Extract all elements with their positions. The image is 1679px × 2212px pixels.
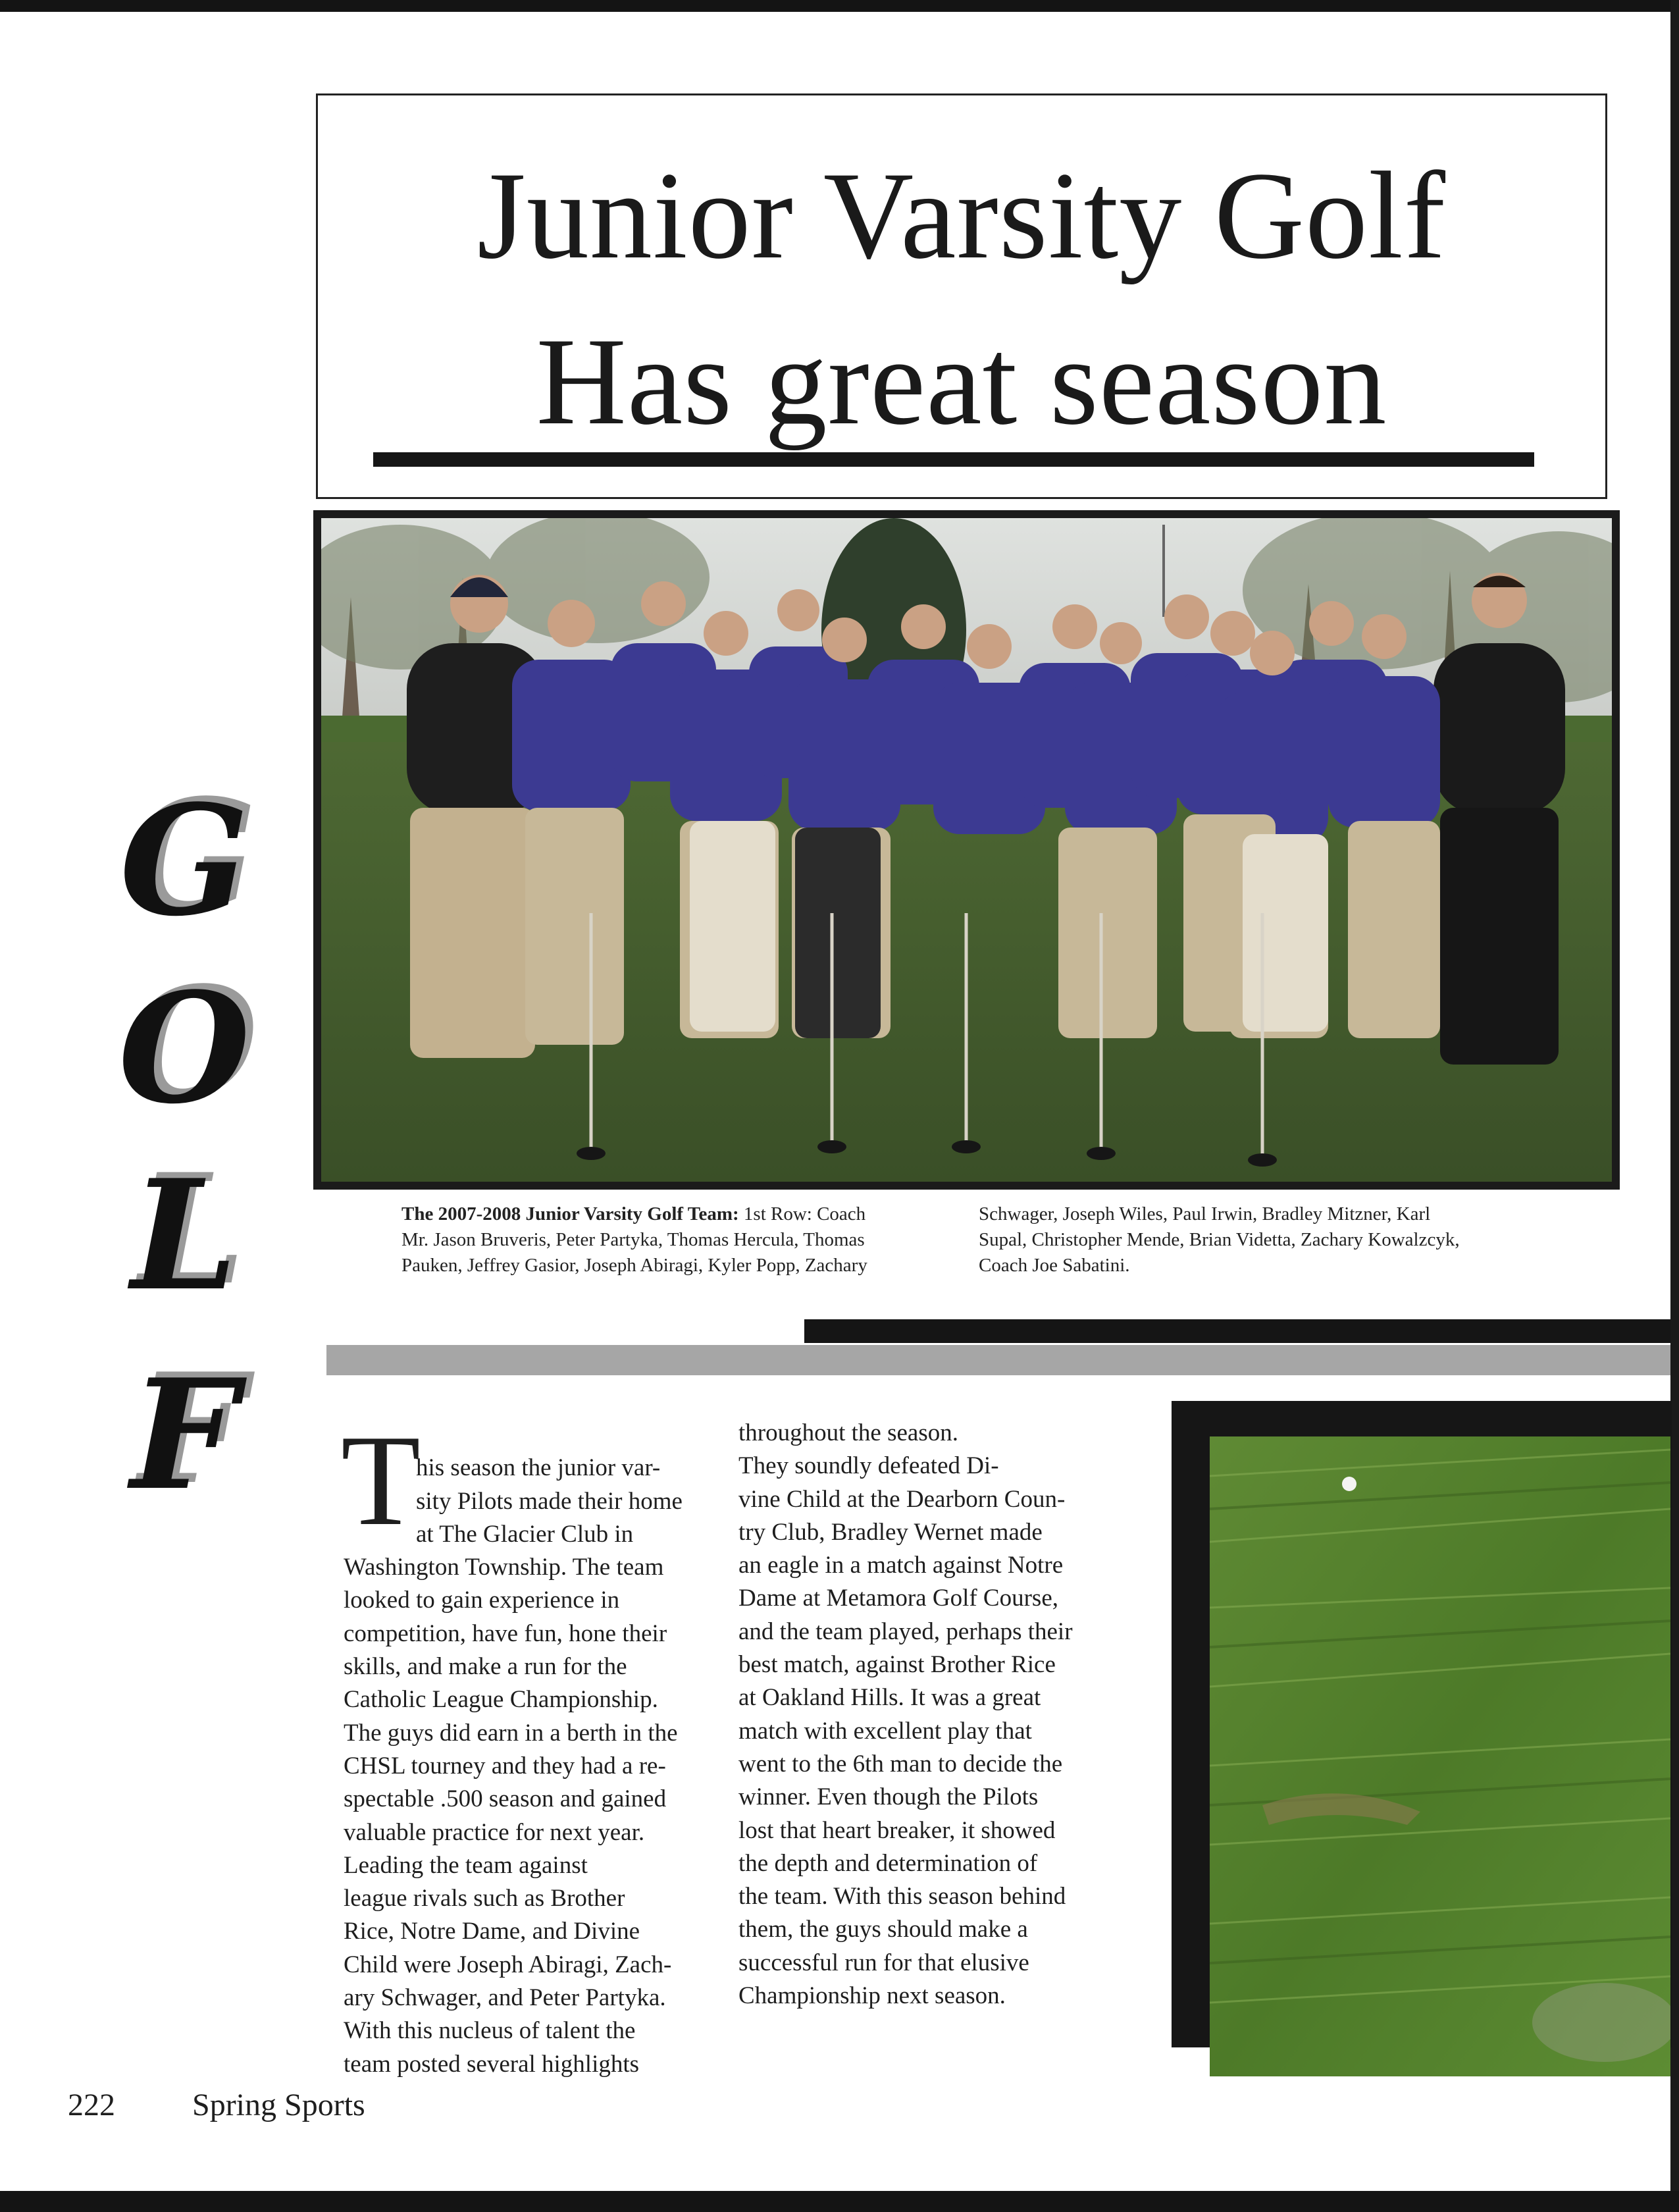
article-column-1 [344,1419,708,2081]
article-column-1-text: his season the junior var- sity Pilots made their home at The Glacier Club in Washington Township. The team looked to gain experience in competition, have fun, hone their skills, and make a run for the Catholic League Championship. The guys did earn in a berth in the CHSL tourney and they had a re- spectable .500 season and gained valuable practice for next year. Leading the team against league rivals such as Brother Rice, Notre Dame, and Divine Child were Joseph Abiragi, Zach- ary Schwager, and Peter Partyka. With this nucleus of talent the team posted several highlights [344,1454,683,2078]
action-photo [1210,1436,1670,2076]
divider-bar-gray [326,1345,1670,1375]
section-name: Spring Sports [192,2088,365,2122]
photo-caption-column-1 [401,1201,951,1278]
headline-line-2: Has great season [536,313,1387,451]
photo-caption-lead: The 2007-2008 Junior Varsity Golf Team: [401,1203,739,1224]
golf-ball [1342,1477,1356,1491]
headline-box [316,93,1607,499]
headline-line-1: Junior Varsity Golf [477,147,1447,285]
grass-slope-photo [1210,1436,1670,2076]
page-bottom-edge [0,2191,1679,2212]
photo-caption-text-1: 1st Row: Coach Mr. Jason Bruveris, Peter Partyka, Thomas Hercula, Thomas Pauken, Jeffrey Gasior, Joseph Abiragi, Kyler Popp, Zachary [401,1203,867,1276]
divider-bar-black [804,1319,1670,1343]
team-photo-frame [313,510,1620,1190]
side-letter-f: F [130,1346,238,1524]
page-top-edge [0,0,1679,12]
photo-caption-column-2: Schwager, Joseph Wiles, Paul Irwin, Bradley Mitzner, Karl Supal, Christopher Mende, Brian Videtta, Zachary Kowalzcyk, Coach Joe Sabatini. [979,1203,1460,1276]
article-column-2: throughout the season. They soundly defeated Di- vine Child at the Dearborn Coun- try Club, Bradley Wernet made an eagle in a match against Notre Dame at Metamora Golf Course, and the team played, perhaps their best match, against Brother Rice at Oakland Hills. It was a great match with excellent play that went to the 6th man to decide the winner. Even though the Pilots lost that heart breaker, it showed the depth and determination of the team. With this season behind them, the guys should make a successful run for that elusive Championship next season. [738,1419,1073,2010]
page-number: 222 [68,2088,115,2122]
drop-cap: T [341,1408,421,1552]
side-letter-o: O [118,960,251,1138]
headline-underline-rule [373,452,1534,467]
side-letter-g: G [119,772,249,950]
side-letter-l: L [131,1147,238,1325]
team-photo [321,518,1612,1182]
